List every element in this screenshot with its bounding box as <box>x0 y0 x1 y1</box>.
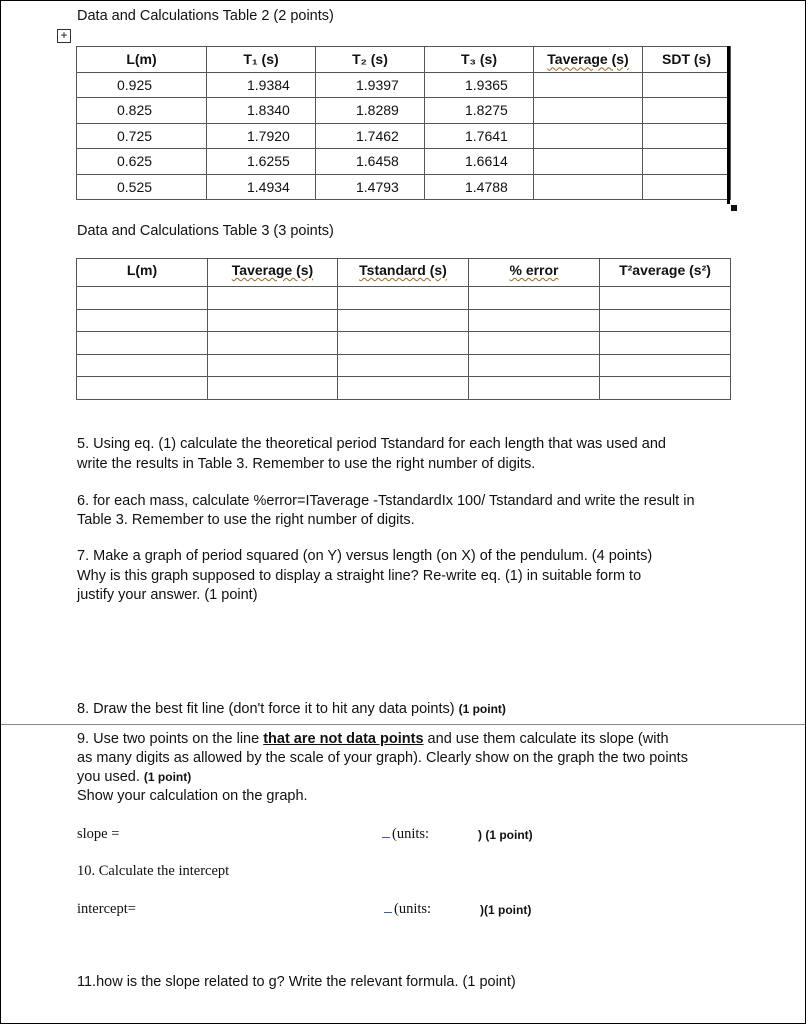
table-cell[interactable]: 1.6614 <box>425 149 534 175</box>
table3-header-t2average: T²average (s²) <box>600 259 731 287</box>
table-cell[interactable] <box>208 309 338 332</box>
table-cell[interactable] <box>643 72 731 98</box>
table3-header-taverage: Taverage (s) <box>208 259 338 287</box>
table-row <box>77 98 731 124</box>
table2-title: Data and Calculations Table 2 (2 points) <box>77 8 334 24</box>
table-cell[interactable] <box>600 377 731 400</box>
table-cell[interactable]: 1.4788 <box>425 174 534 200</box>
table-row <box>77 332 731 355</box>
table-cell[interactable] <box>600 287 731 310</box>
table-cell[interactable]: 1.8289 <box>316 98 425 124</box>
question-9-line-3 <box>77 769 191 785</box>
slope-points: ) (1 point) <box>478 828 533 842</box>
table-cell[interactable] <box>534 72 643 98</box>
intercept-units-label: (units: <box>394 901 432 917</box>
table-cell[interactable] <box>338 354 469 377</box>
table3-header-percent-error: % error <box>469 259 600 287</box>
question-5-line-1: 5. Using eq. (1) calculate the theoretical period Tstandard for each length that was used and <box>77 436 666 452</box>
table-cell[interactable] <box>338 332 469 355</box>
table3-header-tstandard: Tstandard (s) <box>338 259 469 287</box>
table2-header-t1: T₁ (s) <box>207 47 316 73</box>
table-cell[interactable] <box>208 287 338 310</box>
table-cell[interactable] <box>469 354 600 377</box>
table2-header-t3: T₃ (s) <box>425 47 534 73</box>
table-cell[interactable]: 1.7920 <box>207 123 316 149</box>
question-8-text: 8. Draw the best fit line (don't force it to hit any data points) <box>77 701 455 717</box>
table-cell[interactable] <box>338 287 469 310</box>
table-cell[interactable] <box>534 149 643 175</box>
table-cell[interactable]: 1.4793 <box>316 174 425 200</box>
table-cell[interactable] <box>208 377 338 400</box>
table-cell[interactable]: 0.525 <box>77 174 207 200</box>
table-cell[interactable] <box>469 287 600 310</box>
table-cell[interactable] <box>77 309 208 332</box>
table-cell[interactable] <box>643 174 731 200</box>
table-cell[interactable] <box>600 309 731 332</box>
table-cell[interactable] <box>77 287 208 310</box>
table-cell[interactable]: 1.8340 <box>207 98 316 124</box>
table-cell[interactable] <box>534 174 643 200</box>
table-cell[interactable] <box>77 377 208 400</box>
question-9-line-2: as many digits as allowed by the scale of your graph). Clearly show on the graph the two points <box>77 750 688 766</box>
table-cell[interactable]: 1.7641 <box>425 123 534 149</box>
table3-header-l: L(m) <box>77 259 208 287</box>
table-cell[interactable]: 1.9365 <box>425 72 534 98</box>
slope-label: slope = <box>77 826 120 842</box>
slope-units-field[interactable] <box>382 826 429 843</box>
table-row <box>77 149 731 175</box>
table-cell[interactable] <box>208 332 338 355</box>
question-9-line-4: Show your calculation on the graph. <box>77 788 308 804</box>
intercept-label: intercept= <box>77 901 136 917</box>
table-cell[interactable]: 1.4934 <box>207 174 316 200</box>
table-cell[interactable] <box>469 309 600 332</box>
table-cell[interactable]: 1.9397 <box>316 72 425 98</box>
slope-blank <box>382 837 390 838</box>
table-cell[interactable]: 1.8275 <box>425 98 534 124</box>
question-8 <box>77 701 506 717</box>
table-cell[interactable] <box>600 354 731 377</box>
table-cell[interactable] <box>338 309 469 332</box>
table-cell[interactable]: 0.725 <box>77 123 207 149</box>
table3-header-row <box>77 259 731 287</box>
intercept-points: )(1 point) <box>480 903 532 917</box>
table2-header-taverage: Taverage (s) <box>534 47 643 73</box>
table-row <box>77 309 731 332</box>
table-cell[interactable]: 0.925 <box>77 72 207 98</box>
table3-title: Data and Calculations Table 3 (3 points) <box>77 223 334 239</box>
slope-units-label: (units: <box>392 826 430 842</box>
question-7-line-1: 7. Make a graph of period squared (on Y) versus length (on X) of the pendulum. (4 points) <box>77 548 653 564</box>
table-cell[interactable] <box>469 377 600 400</box>
table-cell[interactable]: 0.625 <box>77 149 207 175</box>
table-cell[interactable] <box>338 377 469 400</box>
table-cell[interactable] <box>469 332 600 355</box>
table2-header-l: L(m) <box>77 47 207 73</box>
page-divider <box>0 724 806 725</box>
intercept-blank <box>384 912 392 913</box>
table-move-handle-icon[interactable]: + <box>57 29 71 43</box>
table2-header-row <box>77 47 731 73</box>
table-cell[interactable]: 0.825 <box>77 98 207 124</box>
question-9-line-1 <box>77 731 669 747</box>
table-cell[interactable] <box>643 98 731 124</box>
table-row <box>77 287 731 310</box>
table-resize-handle-icon[interactable] <box>731 205 737 211</box>
question-9-text-a: 9. Use two points on the line <box>77 731 264 747</box>
table2-header-t2: T₂ (s) <box>316 47 425 73</box>
question-9-used-text: you used. <box>77 769 140 785</box>
question-11: 11.how is the slope related to g? Write the relevant formula. (1 point) <box>77 974 516 990</box>
table-cell[interactable]: 1.9384 <box>207 72 316 98</box>
table-cell[interactable] <box>643 149 731 175</box>
table-cell[interactable]: 1.7462 <box>316 123 425 149</box>
intercept-units-field[interactable] <box>384 901 431 918</box>
table-cell[interactable] <box>534 123 643 149</box>
question-9-points: (1 point) <box>143 770 192 784</box>
table-cell[interactable] <box>77 332 208 355</box>
question-8-points: (1 point) <box>458 702 506 716</box>
table-row <box>77 377 731 400</box>
table-row <box>77 354 731 377</box>
table-row <box>77 72 731 98</box>
question-10: 10. Calculate the intercept <box>77 863 230 879</box>
data-table-2 <box>76 46 731 200</box>
question-9-emphasis: that are not data points <box>263 731 424 747</box>
table-cell[interactable]: 1.6458 <box>316 149 425 175</box>
question-6-line-1: 6. for each mass, calculate %error=ITaverage -TstandardIx 100/ Tstandard and write the result in <box>77 493 695 509</box>
question-7-line-3: justify your answer. (1 point) <box>77 587 258 603</box>
table-row <box>77 123 731 149</box>
table-edge-shadow <box>727 46 730 204</box>
table-row <box>77 174 731 200</box>
data-table-3 <box>76 258 731 400</box>
question-9-text-c: and use them calculate its slope (with <box>423 731 669 747</box>
question-5-line-2: write the results in Table 3. Remember to use the right number of digits. <box>77 456 536 472</box>
table-cell[interactable] <box>77 354 208 377</box>
question-7-line-2: Why is this graph supposed to display a straight line? Re-write eq. (1) in suitable form to <box>77 568 642 584</box>
question-6-line-2: Table 3. Remember to use the right number of digits. <box>77 512 415 528</box>
table-cell[interactable] <box>534 98 643 124</box>
table-cell[interactable] <box>208 354 338 377</box>
table-cell[interactable]: 1.6255 <box>207 149 316 175</box>
table-cell[interactable] <box>643 123 731 149</box>
table-cell[interactable] <box>600 332 731 355</box>
table2-header-sdt: SDT (s) <box>643 47 731 73</box>
